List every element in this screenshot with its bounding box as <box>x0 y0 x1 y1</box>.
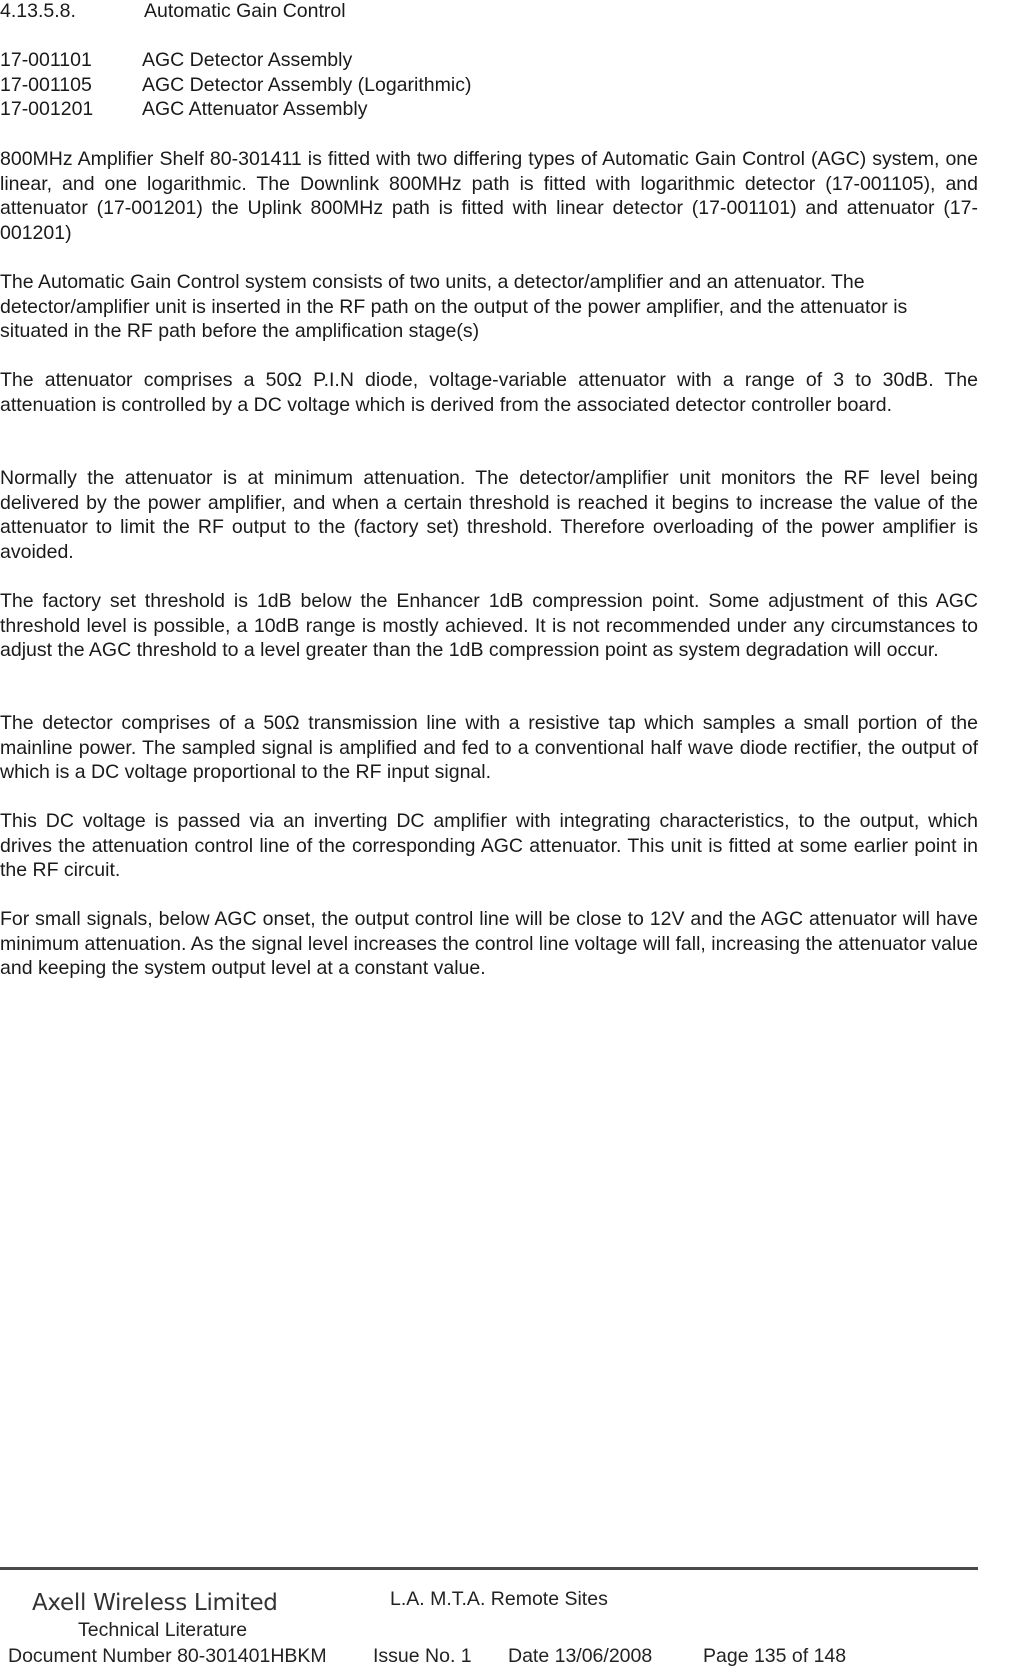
parts-list-item <box>0 97 471 122</box>
part-name: AGC Attenuator Assembly <box>142 98 368 120</box>
parts-list <box>0 48 471 122</box>
paragraph-attenuator: The attenuator comprises a 50Ω P.I.N diode, voltage-variable attenuator with a range of 3 to 30dB. The attenuation is controlled by a DC voltage which is derived from the associated detector controller board. <box>0 369 978 416</box>
section-number: 4.13.5.8. <box>0 0 76 22</box>
paragraph-detector: The detector comprises of a 50Ω transmission line with a resistive tap which samples a small portion of the mainline power. The sampled signal is amplified and fed to a conventional half wave diode rectifier, the output of which is a DC voltage proportional to the RF input signal. <box>0 712 978 783</box>
company-name: Axell Wireless Limited <box>32 1590 278 1616</box>
part-code: 17-001101 <box>0 49 92 71</box>
part-name: AGC Detector Assembly (Logarithmic) <box>142 73 472 96</box>
section-title: Automatic Gain Control <box>144 0 346 22</box>
paragraph-small-signals: For small signals, below AGC onset, the output control line will be close to 12V and the AGC attenuator will have minimum attenuation. As the signal level increases the control line voltage will fall, increasing the attenuator value and keeping the system output level at a constant value. <box>0 908 978 979</box>
parts-list-item <box>0 73 471 98</box>
parts-list-item <box>0 48 471 73</box>
literature-label: Technical Literature <box>78 1619 248 1641</box>
paragraph-dc-voltage: This DC voltage is passed via an inverting DC amplifier with integrating characteristics, to the output, which drives the attenuation control line of the corresponding AGC attenuator. This unit is fitted at some earlier point in the RF circuit. <box>0 810 978 881</box>
paragraph-agc-shelf: 800MHz Amplifier Shelf 80-301411 is fitted with two differing types of Automatic Gain Control (AGC) system, one linear, and one logarithmic. The Downlink 800MHz path is fitted with logarithmic detector (17-001105), and attenuator (17-001201) the Uplink 800MHz path is fitted with linear detector (17-001101) and attenuator (17-001201) <box>0 148 978 244</box>
document-number: Document Number 80-301401HBKM <box>8 1645 327 1667</box>
part-name: AGC Detector Assembly <box>142 49 353 71</box>
section-heading <box>0 0 346 24</box>
paragraph-agc-system: The Automatic Gain Control system consists of two units, a detector/amplifier and an attenuator. The detector/amplifier unit is inserted in the RF path on the output of the power amplifier, and the attenuator is situated in the RF path before the amplification stage(s) <box>0 271 908 342</box>
footer-divider <box>0 1567 978 1570</box>
paragraph-threshold: The factory set threshold is 1dB below the Enhancer 1dB compression point. Some adjustment of this AGC threshold level is possible, a 10dB range is mostly achieved. It is not recommended under any circumstances to adjust the AGC threshold to a level greater than the 1dB compression point as system degradation will occur. <box>0 590 978 661</box>
part-code: 17-001201 <box>0 98 94 120</box>
page-number: Page 135 of 148 <box>703 1645 847 1667</box>
document-date: Date 13/06/2008 <box>508 1645 653 1667</box>
part-code: 17-001105 <box>0 73 92 96</box>
paragraph-normal-operation: Normally the attenuator is at minimum attenuation. The detector/amplifier unit monitors the RF level being delivered by the power amplifier, and when a certain threshold is reached it begins to increase the value of the attenuator to limit the RF output to the (factory set) threshold. Therefore overloading of the power amplifier is avoided. <box>0 467 978 563</box>
site-name: L.A. M.T.A. Remote Sites <box>390 1588 608 1610</box>
issue-number: Issue No. 1 <box>373 1645 472 1667</box>
